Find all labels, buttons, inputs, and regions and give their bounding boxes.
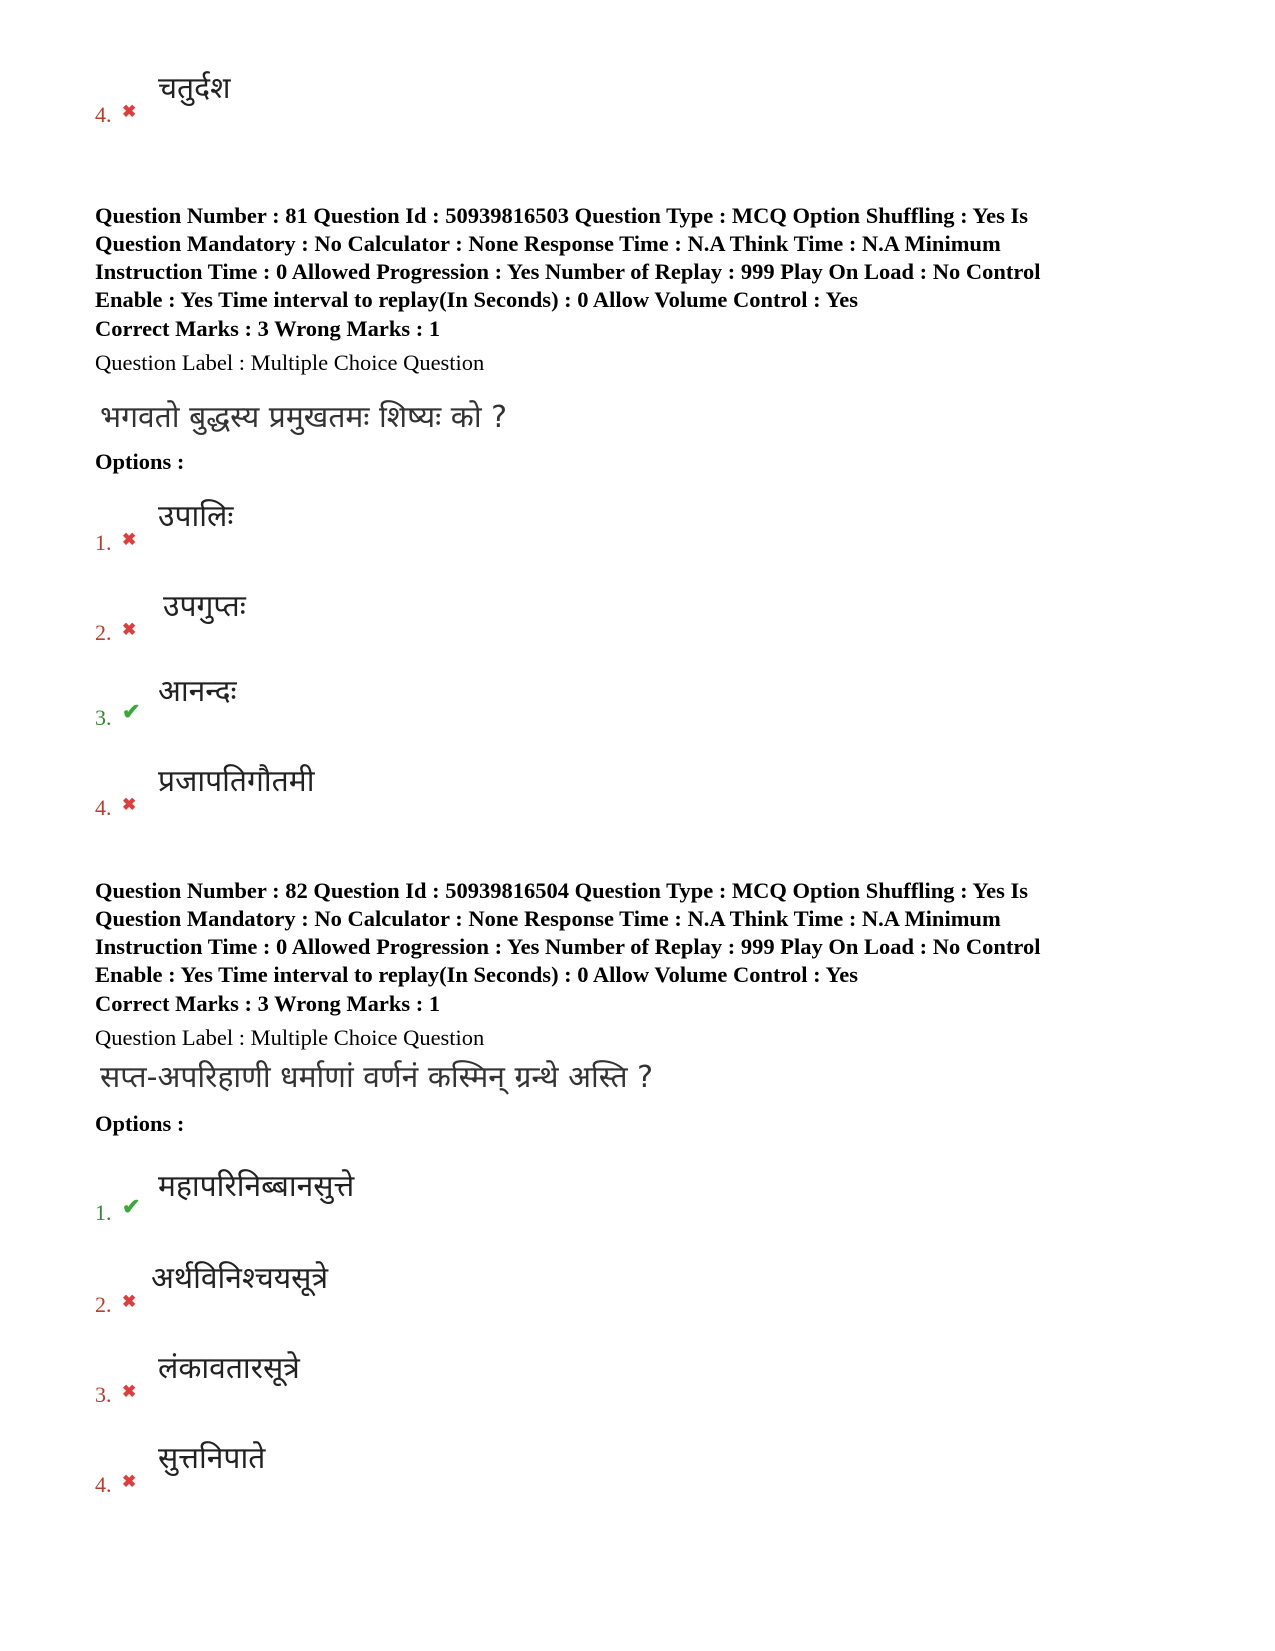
check-icon: ✔ — [122, 699, 141, 724]
cross-icon: ✖ — [122, 1382, 137, 1401]
question-82-label: Question Label : Multiple Choice Question — [95, 1025, 485, 1050]
question-81-marks: Correct Marks : 3 Wrong Marks : 1 — [95, 316, 441, 341]
option-text: लंकावतारसूत्रे — [158, 1351, 300, 1386]
option-text: महापरिनिब्बानसुत्ते — [158, 1169, 355, 1204]
option-number: 4. — [95, 795, 112, 820]
question-81-meta — [95, 202, 1210, 314]
question-82-text: सप्त-अपरिहाणी धर्माणां वर्णनं कस्मिन् ग्रन्थे अस्ति ? — [100, 1060, 654, 1095]
cross-icon: ✖ — [122, 530, 137, 549]
option-text: आनन्दः — [158, 674, 237, 709]
cross-icon: ✖ — [122, 1292, 137, 1311]
cross-icon: ✖ — [122, 102, 137, 121]
question-82-options-heading: Options : — [95, 1111, 185, 1136]
cross-icon: ✖ — [122, 795, 137, 814]
meta-line: Enable : Yes Time interval to replay(In Seconds) : 0 Allow Volume Control : Yes — [95, 962, 858, 987]
check-icon: ✔ — [122, 1194, 141, 1219]
cross-icon: ✖ — [122, 1472, 137, 1491]
option-number: 4. — [95, 102, 112, 127]
meta-line: Instruction Time : 0 Allowed Progression : Yes Number of Replay : 999 Play On Load : No Control — [95, 259, 1041, 284]
option-number: 1. — [95, 530, 112, 555]
cross-icon: ✖ — [122, 620, 137, 639]
question-81-options-heading: Options : — [95, 449, 185, 474]
option-number: 3. — [95, 1382, 112, 1407]
meta-line: Question Number : 81 Question Id : 50939816503 Question Type : MCQ Option Shuffling : Yes Is — [95, 203, 1029, 228]
question-81-text: भगवतो बुद्धस्य प्रमुखतमः शिष्यः को ? — [100, 400, 508, 435]
option-text: चतुर्दश — [158, 71, 231, 106]
option-number: 4. — [95, 1472, 112, 1497]
meta-line: Question Mandatory : No Calculator : None Response Time : N.A Think Time : N.A Minimum — [95, 231, 1001, 256]
option-text: उपगुप्तः — [163, 589, 246, 624]
option-text: सुत्तनिपाते — [158, 1441, 266, 1476]
meta-line: Enable : Yes Time interval to replay(In Seconds) : 0 Allow Volume Control : Yes — [95, 287, 858, 312]
meta-line: Question Mandatory : No Calculator : None Response Time : N.A Think Time : N.A Minimum — [95, 906, 1001, 931]
option-number: 2. — [95, 620, 112, 645]
question-82-marks: Correct Marks : 3 Wrong Marks : 1 — [95, 991, 441, 1016]
question-82-meta — [95, 877, 1210, 989]
option-text: प्रजापतिगौतमी — [158, 764, 315, 799]
meta-line: Question Number : 82 Question Id : 50939816504 Question Type : MCQ Option Shuffling : Yes Is — [95, 878, 1029, 903]
option-number: 1. — [95, 1200, 112, 1225]
meta-line: Instruction Time : 0 Allowed Progression : Yes Number of Replay : 999 Play On Load : No Control — [95, 934, 1041, 959]
question-81-label: Question Label : Multiple Choice Question — [95, 350, 485, 375]
option-text: अर्थविनिश्चयसूत्रे — [151, 1261, 328, 1296]
option-number: 3. — [95, 705, 112, 730]
option-text: उपालिः — [158, 499, 234, 534]
option-number: 2. — [95, 1292, 112, 1317]
